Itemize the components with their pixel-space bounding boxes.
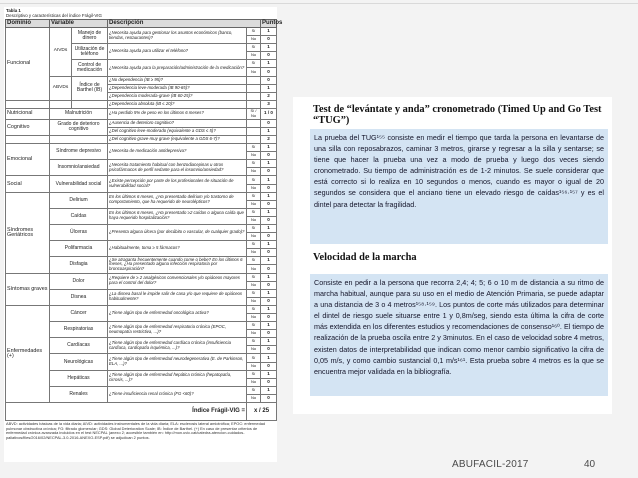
description-cell: ¿Necesita tratamiento habitual con benzodiacepinas u otros psicofármacos de perfil sedante para el insomnio/ansiedad? [108, 160, 247, 176]
answer-cell: Sí [247, 192, 261, 200]
points-cell: 1 [261, 127, 277, 135]
points-cell: 1 [261, 338, 277, 346]
points-cell: 1 [261, 289, 277, 297]
variable-cell: Vulnerabilidad social [50, 176, 108, 192]
answer-cell: Sí [247, 44, 261, 52]
answer-cell: Sí [247, 160, 261, 168]
points-cell: 1 [261, 305, 277, 313]
variable-cell [72, 100, 108, 108]
points-cell: 0 [261, 216, 277, 224]
description-cell: ¿Tiene algún tipo de enfermedad neurodegenerativa (E. de Parkinson, ELA, ...)? [108, 354, 247, 370]
variable-cell: Dolor [50, 273, 108, 289]
variable-cell [50, 135, 108, 143]
table-row [6, 192, 277, 200]
points-cell: 1 [261, 60, 277, 68]
answer-cell: No [247, 394, 261, 402]
table-body [6, 28, 277, 421]
variable-group-cell [50, 100, 72, 108]
page-number: 40 [584, 459, 596, 470]
variable-cell: Caídas [50, 208, 108, 224]
answer-cell: Sí [247, 144, 261, 152]
description-cell: ¿Necesita de medicación antidepresiva? [108, 144, 247, 160]
points-cell: 2 [261, 92, 277, 100]
sum-label: Índice Frágil-VIG = [6, 403, 247, 421]
tests-document-panel [293, 97, 612, 414]
answer-cell [247, 127, 261, 135]
variable-cell: Malnutrición [50, 108, 108, 119]
points-cell: 1 [261, 354, 277, 362]
answer-cell: No [247, 233, 261, 241]
answer-cell: Sí [247, 60, 261, 68]
variable-group-cell: AIVDs [50, 28, 72, 77]
header-dominio: Dominio [6, 20, 50, 28]
variable-cell: Síndrome depresivo [50, 144, 108, 160]
answer-cell: Sí [247, 28, 261, 36]
table-header-row [6, 20, 277, 28]
points-cell: 0 [261, 168, 277, 176]
variable-cell: Delirium [50, 192, 108, 208]
points-cell: 1 [261, 370, 277, 378]
answer-cell: Sí [247, 224, 261, 232]
answer-cell: No [247, 152, 261, 160]
variable-cell: Índice de Barthel (IB) [72, 76, 108, 100]
description-cell: ¿Del cognitivo grave-muy grave (equivalente a GDS 6-7)? [108, 135, 247, 143]
answer-cell: Sí [247, 176, 261, 184]
gait-speed-box [310, 274, 608, 396]
description-cell: ¿Se atraganta frecuentemente cuando come o bebe? En los últimos 6 meses, ¿Ha presentado alguna infección respiratoria por broncoaspiración? [108, 257, 247, 273]
variable-cell: Polifarmacia [50, 241, 108, 257]
variable-cell: Insomnio/ansiedad [50, 160, 108, 176]
answer-cell: Sí [247, 322, 261, 330]
points-cell: 0 [261, 152, 277, 160]
answer-cell: No [247, 52, 261, 60]
variable-cell: Manejo de dinero [72, 28, 108, 44]
table-row [6, 273, 277, 281]
points-cell: 1 [261, 224, 277, 232]
points-cell: 0 [261, 314, 277, 322]
description-cell: En los últimos 6 meses, ¿Ha presentado ≥2 caídas o alguna caída que haya requerido hospitalización? [108, 208, 247, 224]
description-cell: ¿Tiene algún tipo de enfermedad oncológica activa? [108, 305, 247, 321]
domain-cell: Social [6, 176, 50, 192]
answer-cell: Sí [247, 305, 261, 313]
points-cell: 1 [261, 208, 277, 216]
description-cell: ¿Dependencia leve-moderada (IB 90-65)? [108, 84, 247, 92]
points-cell: 1 [261, 176, 277, 184]
answer-cell: No [247, 330, 261, 338]
domain-cell: Cognitivo [6, 119, 50, 135]
points-cell: 0 [261, 265, 277, 273]
tug-title: Test de “levántate y anda” cronometrado (Timed Up and Go Test “TUG”) [313, 104, 602, 126]
answer-cell [247, 84, 261, 92]
answer-cell: Sí [247, 338, 261, 346]
points-cell: 1 [261, 44, 277, 52]
table-footnote: ABVD: actividades básicas de la vida diaria; AIVD: actividades instrumentales de la vida diaria; ELA: esclerosis lateral amiotrófica; EPOC: enfermedad pulmonar obstructiva crónica; FG: filtrado glomerular; GDS: Global Deterioration Scale; IB: Índice de Barthel. (+) En caso de presentar criterios de enfermedad crónica avanzada incluidos en el test NECPAL (anexo 2; accesible también en: http://mon.uvic.cat/catedra-atencion-cuidados-paliativos/files/2016/02/NECPAL-3.0-2016-ANEXO-ESP.pdf) se adjudican 2 puntos. [6, 421, 266, 440]
answer-cell: Sí [247, 273, 261, 281]
description-cell: En los últimos 6 meses, ¿Ha presentado delirium y/o trastorno de comportamiento, que ha requerido de neurolépticos? [108, 192, 247, 208]
header-descripcion: Descripción [108, 20, 261, 28]
description-cell: ¿Requiere de ≥ 2 analgésicos convencionales y/o opiáceos mayores para el control del dolor? [108, 273, 247, 289]
answer-cell: Sí [247, 386, 261, 394]
description-cell: ¿Presenta alguna úlcera (por decúbito o vascular, de cualquier grado)? [108, 224, 247, 240]
points-cell: 1 [261, 84, 277, 92]
domain-cell: Síntomas graves [6, 273, 50, 305]
points-cell: 0 [261, 330, 277, 338]
description-cell: ¿Necesita ayuda para la preparación/administración de la medicación? [108, 60, 247, 76]
description-cell: ¿Del cognitivo leve-moderado (equivalente a GDS ≤ 5)? [108, 127, 247, 135]
domain-cell: Nutricional [6, 108, 50, 119]
variable-cell: Grado de deterioro cognitivo [50, 119, 108, 135]
table-row [6, 108, 277, 119]
description-cell: ¿Tiene algún tipo de enfermedad hepática crónica (hepatopatía, cirrosis, ...)? [108, 370, 247, 386]
description-cell: ¿Tiene algún tipo de enfermedad cardíaca crónica (insuficiencia cardíaca, cardiopatía isquémica, ...)? [108, 338, 247, 354]
domain-cell [6, 100, 50, 108]
domain-cell: Funcional [6, 28, 50, 101]
fragil-vig-table [5, 19, 283, 421]
points-cell: 1 [261, 386, 277, 394]
answer-cell: No [247, 346, 261, 354]
points-cell: 1 [261, 28, 277, 36]
domain-cell: Emocional [6, 144, 50, 176]
points-cell: 0 [261, 68, 277, 76]
description-cell: ¿La disnea basal le impide salir de casa y/o que requiere de opiáceos habitualmente? [108, 289, 247, 305]
variable-cell: Cardíacas [50, 338, 108, 354]
points-cell: 1 [261, 192, 277, 200]
answer-cell: No [247, 168, 261, 176]
gait-speed-paragraph: Consiste en pedir a la persona que recorra 2,4; 4; 5; 6 o 10 m de distancia a su ritmo de marcha habitual, aunque para su uso en el medio de Atención Primaria, se puede adaptar a una distancia de 3 o 4 metros¹⁵⁸·¹⁵⁹. Los puntos de corte más utilizados para determinar el dintel de riesgo suele situarse entre 1 y 0,8m/seg, siendo esta última la cifra de corte más extendida en los diferentes estudios y recomendaciones de consenso¹⁶⁰. El tiempo de realización de la prueba oscila entre 2 y 3minutos. En el caso de velocidad sobre 4 metros, existen datos de interpretabilidad que indican como menor cambio significativo la cifra de 0,05 m/s, y como cambio sustancial 0,1 m/s¹⁶¹. Esta prueba sobre 4 metros es la que se encuentra mejor validada en la bibliografía. [314, 278, 604, 376]
answer-cell [247, 135, 261, 143]
tug-box [310, 129, 608, 244]
table-caption-subtitle: Descriptivo y características del índice Frágil-VIG [6, 13, 102, 18]
points-cell: 0 [261, 200, 277, 208]
points-cell: 0 [261, 36, 277, 44]
variable-cell: Control de medicación [72, 60, 108, 76]
points-cell: 0 [261, 76, 277, 84]
points-cell: 0 [261, 362, 277, 370]
answer-cell: No [247, 362, 261, 370]
description-cell: ¿Tiene algún tipo de enfermedad respiratoria crónica (EPOC, neumopatía restrictiva, ...)? [108, 322, 247, 338]
variable-cell: Disnea [50, 289, 108, 305]
answer-cell: No [247, 200, 261, 208]
points-cell: 1 / 0 [261, 108, 277, 119]
points-cell: 2 [261, 135, 277, 143]
points-cell: 0 [261, 52, 277, 60]
answer-cell [247, 76, 261, 84]
top-divider [0, 3, 638, 4]
variable-cell: Hepáticas [50, 370, 108, 386]
variable-cell: Utilización de teléfono [72, 44, 108, 60]
description-cell: ¿Ausencia de deterioro cognitivo? [108, 119, 247, 127]
tug-paragraph: La prueba del TUG¹⁵⁵ consiste en medir el tiempo que tarda la persona en levantarse de una silla con reposabrazos, caminar 3 metros, girarse y regresar a la silla y sentarse; se tiene que hacer la prueba una vez a modo de prueba y luego dos veces siendo cronometrado. Su tiempo de administración es de 1-2 minutos. Se suele considerar que está correcto si lo realiza en 10 segundos o menos, cuando es mayor o igual de 20 segundos se considera que el anciano tiene un elevado riesgo de caídas¹⁵⁶·¹⁵⁷ y es el dintel para detectar la fragilidad. [314, 133, 604, 209]
points-cell: 0 [261, 297, 277, 305]
answer-cell: No [247, 249, 261, 257]
table-row [6, 135, 277, 143]
answer-cell: No [247, 281, 261, 289]
points-cell: 1 [261, 257, 277, 265]
fragil-vig-table-panel [4, 7, 283, 462]
table-row [6, 119, 277, 127]
answer-cell: Sí [247, 208, 261, 216]
footer-label: ABUFACIL-2017 [452, 459, 529, 470]
variable-cell: Cáncer [50, 305, 108, 321]
answer-cell: No [247, 297, 261, 305]
description-cell: ¿Tiene insuficiencia renal crónica (FG <60)? [108, 386, 247, 402]
description-cell: ¿No dependencia (IB ≥ 95)? [108, 76, 247, 84]
answer-cell: No [247, 378, 261, 386]
answer-cell: Sí [247, 354, 261, 362]
description-cell: ¿Necesita ayuda para utilizar el teléfono? [108, 44, 247, 60]
answer-cell: No [247, 184, 261, 192]
points-cell: 0 [261, 184, 277, 192]
description-cell: ¿Habitualmente, toma ≥ 5 fármacos? [108, 241, 247, 257]
table-row [6, 176, 277, 184]
variable-cell: Neurológicas [50, 354, 108, 370]
points-cell: 1 [261, 322, 277, 330]
points-cell: 1 [261, 160, 277, 168]
description-cell: ¿Existe percepción por parte de los profesionales de situación de vulnerabilidad social? [108, 176, 247, 192]
header-puntos: Puntos [262, 20, 283, 27]
variable-cell: Respiratorias [50, 322, 108, 338]
description-cell: ¿Dependencia moderada-grave (IB 60-25)? [108, 92, 247, 100]
description-cell: ¿Ha perdido 5% de peso en los últimos 6 meses? [108, 108, 247, 119]
table-row [6, 28, 277, 36]
answer-cell: Sí [247, 289, 261, 297]
sum-row [6, 403, 277, 421]
variable-cell: Úlceras [50, 224, 108, 240]
answer-cell: No [247, 68, 261, 76]
points-cell: 0 [261, 233, 277, 241]
domain-cell: Enfermedades (+) [6, 305, 50, 402]
table-row [6, 144, 277, 152]
points-cell: 1 [261, 273, 277, 281]
answer-cell: Sí [247, 370, 261, 378]
answer-cell: Sí / No [247, 108, 261, 119]
domain-cell: Síndromes Geriátricos [6, 192, 50, 273]
answer-cell [247, 92, 261, 100]
answer-cell: No [247, 314, 261, 322]
sum-value: x / 25 [247, 403, 277, 421]
variable-cell: Disfagia [50, 257, 108, 273]
table-row [6, 100, 277, 108]
answer-cell [247, 119, 261, 127]
answer-cell: Sí [247, 257, 261, 265]
points-cell: 0 [261, 346, 277, 354]
table-caption [6, 8, 102, 18]
description-cell: ¿Dependencia absoluta (IB ≤ 20)? [108, 100, 247, 108]
points-cell: 0 [261, 378, 277, 386]
table-row [6, 305, 277, 313]
points-cell: 1 [261, 241, 277, 249]
points-cell: 0 [261, 119, 277, 127]
points-cell: 0 [261, 249, 277, 257]
domain-cell [6, 135, 50, 143]
variable-cell: Renales [50, 386, 108, 402]
points-cell: 3 [261, 100, 277, 108]
gait-speed-title: Velocidad de la marcha [313, 252, 417, 263]
header-variable: Variable [50, 20, 108, 28]
answer-cell: No [247, 265, 261, 273]
variable-group-cell: ABVDs [50, 76, 72, 100]
points-cell: 1 [261, 144, 277, 152]
answer-cell: Sí [247, 241, 261, 249]
description-cell: ¿Necesita ayuda para gestionar los asuntos económicos (banco, tiendas, restaurantes)? [108, 28, 247, 44]
table-caption-title: Tabla 1 [6, 8, 21, 13]
points-cell: 0 [261, 394, 277, 402]
points-cell: 0 [261, 281, 277, 289]
answer-cell: No [247, 36, 261, 44]
answer-cell: No [247, 216, 261, 224]
